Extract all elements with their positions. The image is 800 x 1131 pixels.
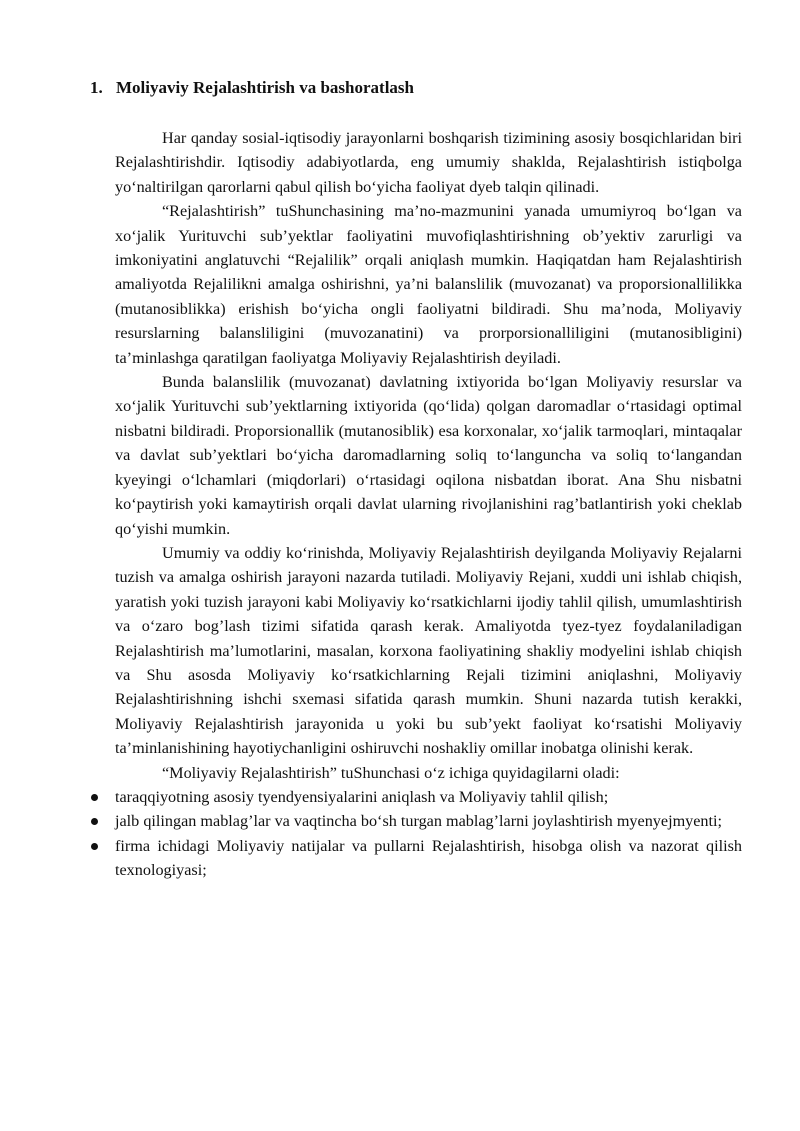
list-item-text: jalb qilingan mablag’lar va vaqtincha bo‘sh turgan mablag’larni joylashtirish myenyejmyenti; bbox=[115, 812, 723, 831]
bullet-icon bbox=[91, 794, 98, 801]
list-item bbox=[115, 834, 742, 883]
paragraph: Bunda balanslilik (muvozanat) davlatning ixtiyorida bo‘lgan Moliyaviy resurslar va xo‘jalik Yurituvchi sub’yektlarning ixtiyorida (qo‘lida) qolgan daromadlar o‘rtasidagi optimal nisbatni bildiradi. Proporsionallik (mutanosiblik) esa korxonalar, xo‘jalik tarmoqlari, mintaqalar va davlat sub’yektlari bo‘yicha daromadlarning soliq to‘languncha va soliq to‘langandan kyeyingi o‘lchamlari (miqdorlari) o‘rtasidagi oqilona nisbatdan iborat. Ana Shu nisbatni ko‘paytirish yoki kamaytirish orqali davlat ularning rivojlanishini rag’batlantirish yoki cheklab qo‘yishi mumkin. bbox=[115, 373, 742, 538]
section-number: 1. bbox=[90, 78, 103, 97]
section-heading bbox=[90, 77, 414, 99]
list-item-text: firma ichidagi Moliyaviy natijalar va pullarni Rejalashtirish, hisobga olish va nazorat qilish texnologiyasi; bbox=[115, 836, 742, 880]
section-title: Moliyaviy Rejalashtirish va bashoratlash bbox=[116, 78, 414, 97]
bullet-list bbox=[115, 785, 742, 883]
bullet-icon bbox=[91, 818, 98, 825]
list-item-text: taraqqiyotning asosiy tyendyensiyalarini aniqlash va Moliyaviy tahlil qilish; bbox=[115, 787, 609, 806]
bullet-icon bbox=[91, 843, 98, 850]
list-item bbox=[115, 785, 742, 809]
paragraph: Har qanday sosial-iqtisodiy jarayonlarni boshqarish tizimining asosiy bosqichlaridan biri Rejalashtirishdir. Iqtisodiy adabiyotlarda, eng umumiy shaklda, Rejalashtirish istiqbolga yo‘naltirilgan qarorlarni qabul qilish bo‘yicha faoliyat dyeb talqin qilinadi. bbox=[115, 129, 742, 196]
paragraph: Umumiy va oddiy ko‘rinishda, Moliyaviy Rejalashtirish deyilganda Moliyaviy Rejalarni tuzish va amalga oshirish jarayoni nazarda tutiladi. Moliyaviy Rejani, xuddi uni ishlab chiqish, yaratish yoki tuzish jarayoni kabi Moliyaviy ko‘rsatkichlarni ijodiy tahlil qilish, umumlashtirish va o‘zaro bog’lash tizimi sifatida qarash kerak. Amaliyotda tyez-tyez foydalaniladigan Rejalashtirish ma’lumotlarini, masalan, korxona faoliyatining shakliy modyelini ishlab chiqish va Shu asosda Moliyaviy ko‘rsatkichlarning Rejali tizimini aniqlashni, Moliyaviy Rejalashtirishning ishchi sxemasi sifatida qarash mumkin. Shuni nazarda tutish kerakki, Moliyaviy Rejalashtirish jarayonida u yoki bu sub’yekt faoliyat ko‘rsatishi Moliyaviy ta’minlanishining hayotiychanligini oshiruvchi noshakliy omillar inobatga olinishi kerak. bbox=[115, 543, 742, 758]
document-body bbox=[115, 126, 742, 883]
paragraph: “Rejalashtirish” tuShunchasining ma’no-mazmunini yanada umumiyroq bo‘lgan va xo‘jalik Yurituvchi sub’yektlar faoliyatini muvofiqlashtirishning ob’yektiv zarurligi va imkoniyatini anglatuvchi “Rejalilik” orqali aniqlash mumkin. Haqiqatdan ham Rejalashtirish amaliyotda Rejalilikni amalga oshirishni, ya’ni balanslilik (muvozanat) va proporsionallilikka (mutanosiblikka) erishish bo‘yicha ongli faoliyatni bildiradi. Shu ma’noda, Moliyaviy resurslarning balansliligini (muvozanatini) va prorporsionalliligini (mutanosibligini) ta’minlashga qaratilgan faoliyatga Moliyaviy Rejalashtirish deyiladi. bbox=[115, 202, 742, 367]
paragraph: “Moliyaviy Rejalashtirish” tuShunchasi o‘z ichiga quyidagilarni oladi: bbox=[162, 763, 620, 782]
list-item bbox=[115, 809, 742, 833]
